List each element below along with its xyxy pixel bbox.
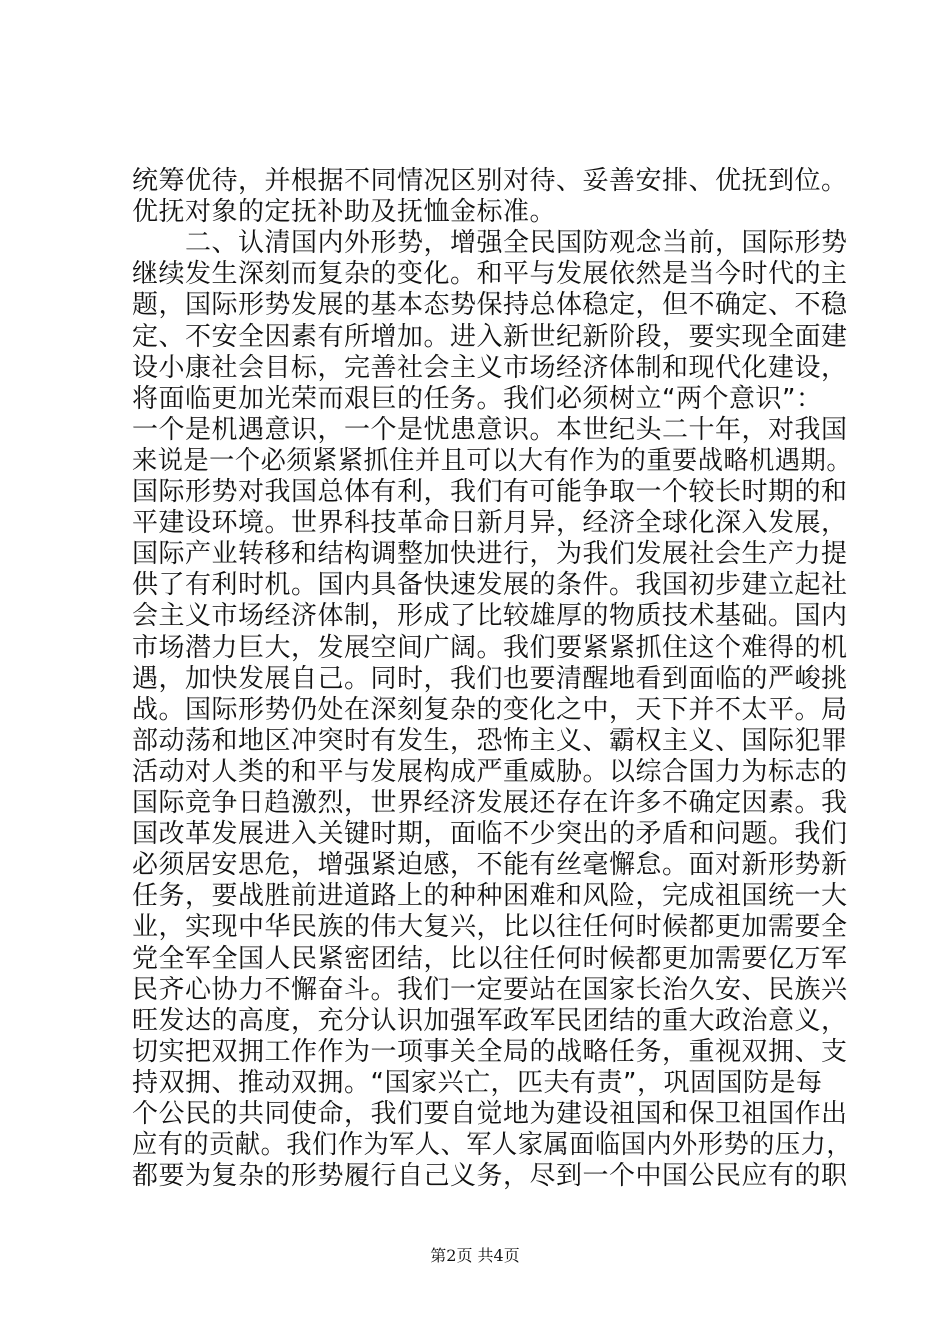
text-line: 民齐心协力不懈奋斗。我们一定要站在国家长治久安、民族兴 (132, 974, 848, 1005)
text-line: 国际形势对我国总体有利，我们有可能争取一个较长时期的和 (132, 477, 848, 507)
text-line: 任务，要战胜前进道路上的种种困难和风险，完成祖国统一大 (132, 881, 848, 912)
text-line: 继续发生深刻而复杂的变化。和平与发展依然是当今时代的主 (132, 259, 848, 290)
text-line: 市场潜力巨大，发展空间广阔。我们要紧紧抓住这个难得的机 (132, 632, 848, 663)
text-line: 必须居安思危，增强紧迫感，不能有丝毫懈怠。面对新形势新 (132, 850, 848, 881)
text-line: 统筹优待，并根据不同情况区别对待、妥善安排、优抚到位。 (132, 166, 848, 196)
text-line: 国际产业转移和结构调整加快进行，为我们发展社会生产力提 (132, 539, 848, 570)
text-line: 优抚对象的定抚补助及抚恤金标准。 (132, 197, 557, 228)
text-line: 战。国际形势仍处在深刻复杂的变化之中，天下并不太平。局 (132, 694, 848, 725)
text-line: 国改革发展进入关键时期，面临不少突出的矛盾和问题。我们 (132, 819, 848, 850)
text-line: 遇，加快发展自己。同时，我们也要清醒地看到面临的严峻挑 (132, 663, 848, 694)
text-line: 二、认清国内外形势，增强全民国防观念当前，国际形势 (132, 228, 848, 259)
text-line: 部动荡和地区冲突时有发生，恐怖主义、霸权主义、国际犯罪 (132, 725, 848, 756)
text-line: 国际竞争日趋激烈，世界经济发展还存在许多不确定因素。我 (132, 788, 848, 818)
text-line: 平建设环境。世界科技革命日新月异，经济全球化深入发展， (132, 508, 848, 539)
text-line: 会主义市场经济体制，形成了比较雄厚的物质技术基础。国内 (132, 601, 848, 632)
text-line: 定、不安全因素有所增加。进入新世纪新阶段，要实现全面建 (132, 321, 848, 352)
text-line: 将面临更加光荣而艰巨的任务。我们必须树立“两个意识”： (132, 383, 823, 414)
page-footer: 第2页 共4页 (430, 1246, 520, 1265)
text-line: 旺发达的高度，充分认识加强军政军民团结的重大政治意义， (132, 1005, 848, 1036)
text-line: 都要为复杂的形势履行自己义务，尽到一个中国公民应有的职 (132, 1161, 848, 1192)
text-line: 应有的贡献。我们作为军人、军人家属面临国内外形势的压力， (132, 1130, 853, 1161)
text-line: 持双拥、推动双拥。“国家兴亡，匹夫有责”，巩固国防是每 (132, 1067, 823, 1098)
text-line: 活动对人类的和平与发展构成严重威胁。以综合国力为标志的 (132, 756, 848, 787)
text-line: 设小康社会目标，完善社会主义市场经济体制和现代化建设， (132, 352, 848, 383)
text-line: 业，实现中华民族的伟大复兴，比以往任何时候都更加需要全 (132, 912, 848, 943)
text-line: 一个是机遇意识，一个是忧患意识。本世纪头二十年，对我国 (132, 414, 848, 445)
text-line: 个公民的共同使命，我们要自觉地为建设祖国和保卫祖国作出 (132, 1099, 848, 1129)
text-line: 供了有利时机。国内具备快速发展的条件。我国初步建立起社 (132, 570, 848, 601)
text-line: 来说是一个必须紧紧抓住并且可以大有作为的重要战略机遇期。 (132, 445, 853, 476)
text-line: 党全军全国人民紧密团结，比以往任何时候都更加需要亿万军 (132, 943, 848, 974)
text-line: 题，国际形势发展的基本态势保持总体稳定，但不确定、不稳 (132, 290, 848, 321)
text-line: 切实把双拥工作作为一项事关全局的战略任务，重视双拥、支 (132, 1036, 848, 1067)
